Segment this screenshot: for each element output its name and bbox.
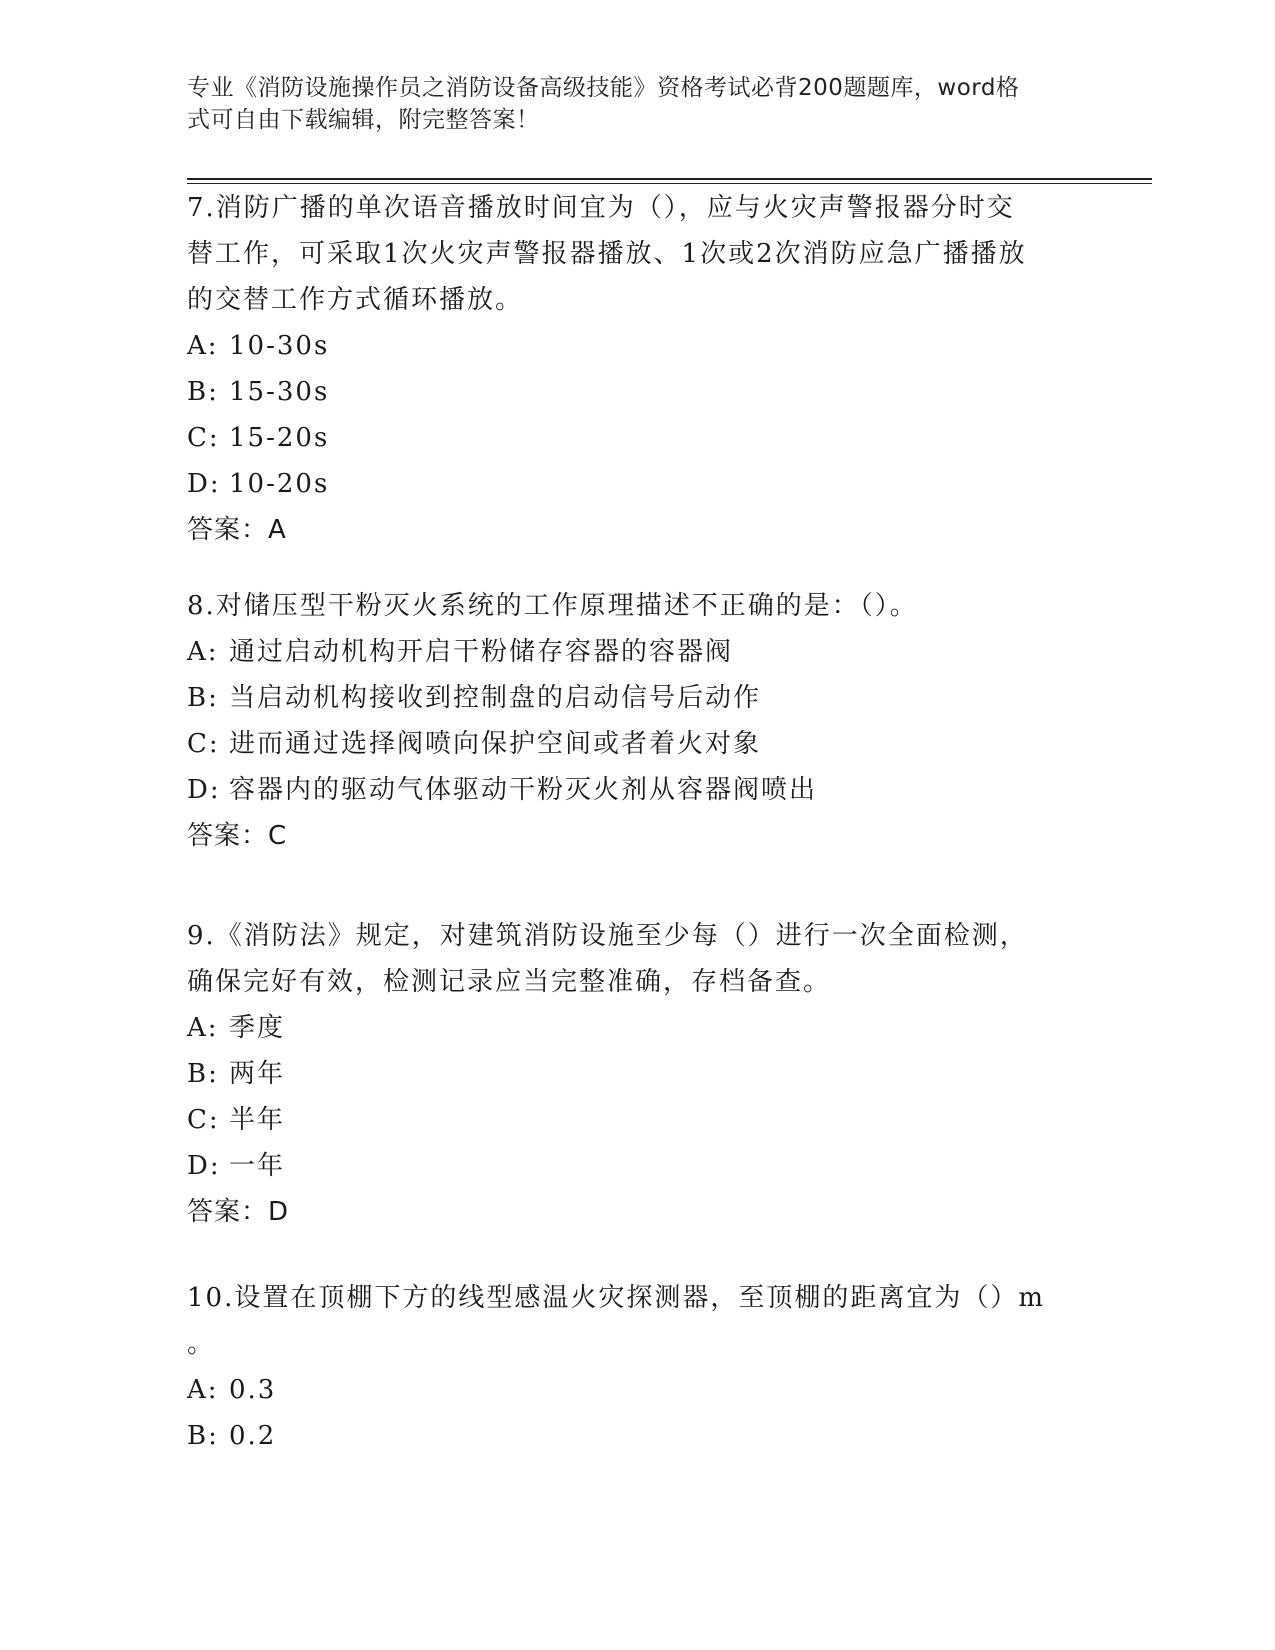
question-stem-line: 替工作，可采取1次火灾声警报器播放、1次或2次消防应急广播播放 [187,239,1027,269]
option-a: A: 10-30s [187,331,330,361]
option-b: B: 0.2 [187,1421,277,1451]
header-divider [187,178,1152,180]
question-stem-line: 。 [187,1329,216,1359]
answer-line: 答案：D [187,1197,290,1227]
question-10 [187,1275,1087,1459]
header-line-2: 式可自由下载编辑，附完整答案！ [187,107,540,133]
question-stem-line: 7.消防广播的单次语音播放时间宜为（），应与火灾声警报器分时交 [187,193,1015,223]
question-7 [187,185,1087,553]
option-b: B: 两年 [187,1059,286,1089]
option-a: A: 通过启动机构开启干粉储存容器的容器阀 [187,637,734,667]
question-stem-line: 10.设置在顶棚下方的线型感温火灾探测器，至顶棚的距离宜为（）m [187,1283,1046,1313]
question-stem-line: 的交替工作方式循环播放。 [187,285,524,315]
option-d: D: 10-20s [187,469,330,499]
question-stem-line: 8.对储压型干粉灭火系统的工作原理描述不正确的是：（）。 [187,591,918,621]
header-line-1: 专业《消防设施操作员之消防设备高级技能》资格考试必背200题题库，word格 [187,75,1020,101]
option-c: C: 进而通过选择阀喷向保护空间或者着火对象 [187,729,762,759]
header-divider-thin [187,183,1152,184]
option-d: D: 容器内的驱动气体驱动干粉灭火剂从容器阀喷出 [187,775,818,805]
question-stem-line: 9.《消防法》规定，对建筑消防设施至少每（）进行一次全面检测， [187,921,1028,951]
question-9 [187,913,1087,1235]
question-8 [187,583,1087,859]
option-d: D: 一年 [187,1151,286,1181]
option-a: A: 季度 [187,1013,286,1043]
document-header [187,72,1067,136]
question-stem-line: 确保完好有效，检测记录应当完整准确，存档备查。 [187,967,832,997]
option-a: A: 0.3 [187,1375,277,1405]
answer-line: 答案：A [187,515,287,545]
option-c: C: 15-20s [187,423,330,453]
option-b: B: 15-30s [187,377,330,407]
option-c: C: 半年 [187,1105,286,1135]
answer-line: 答案：C [187,821,288,851]
option-b: B: 当启动机构接收到控制盘的启动信号后动作 [187,683,762,713]
